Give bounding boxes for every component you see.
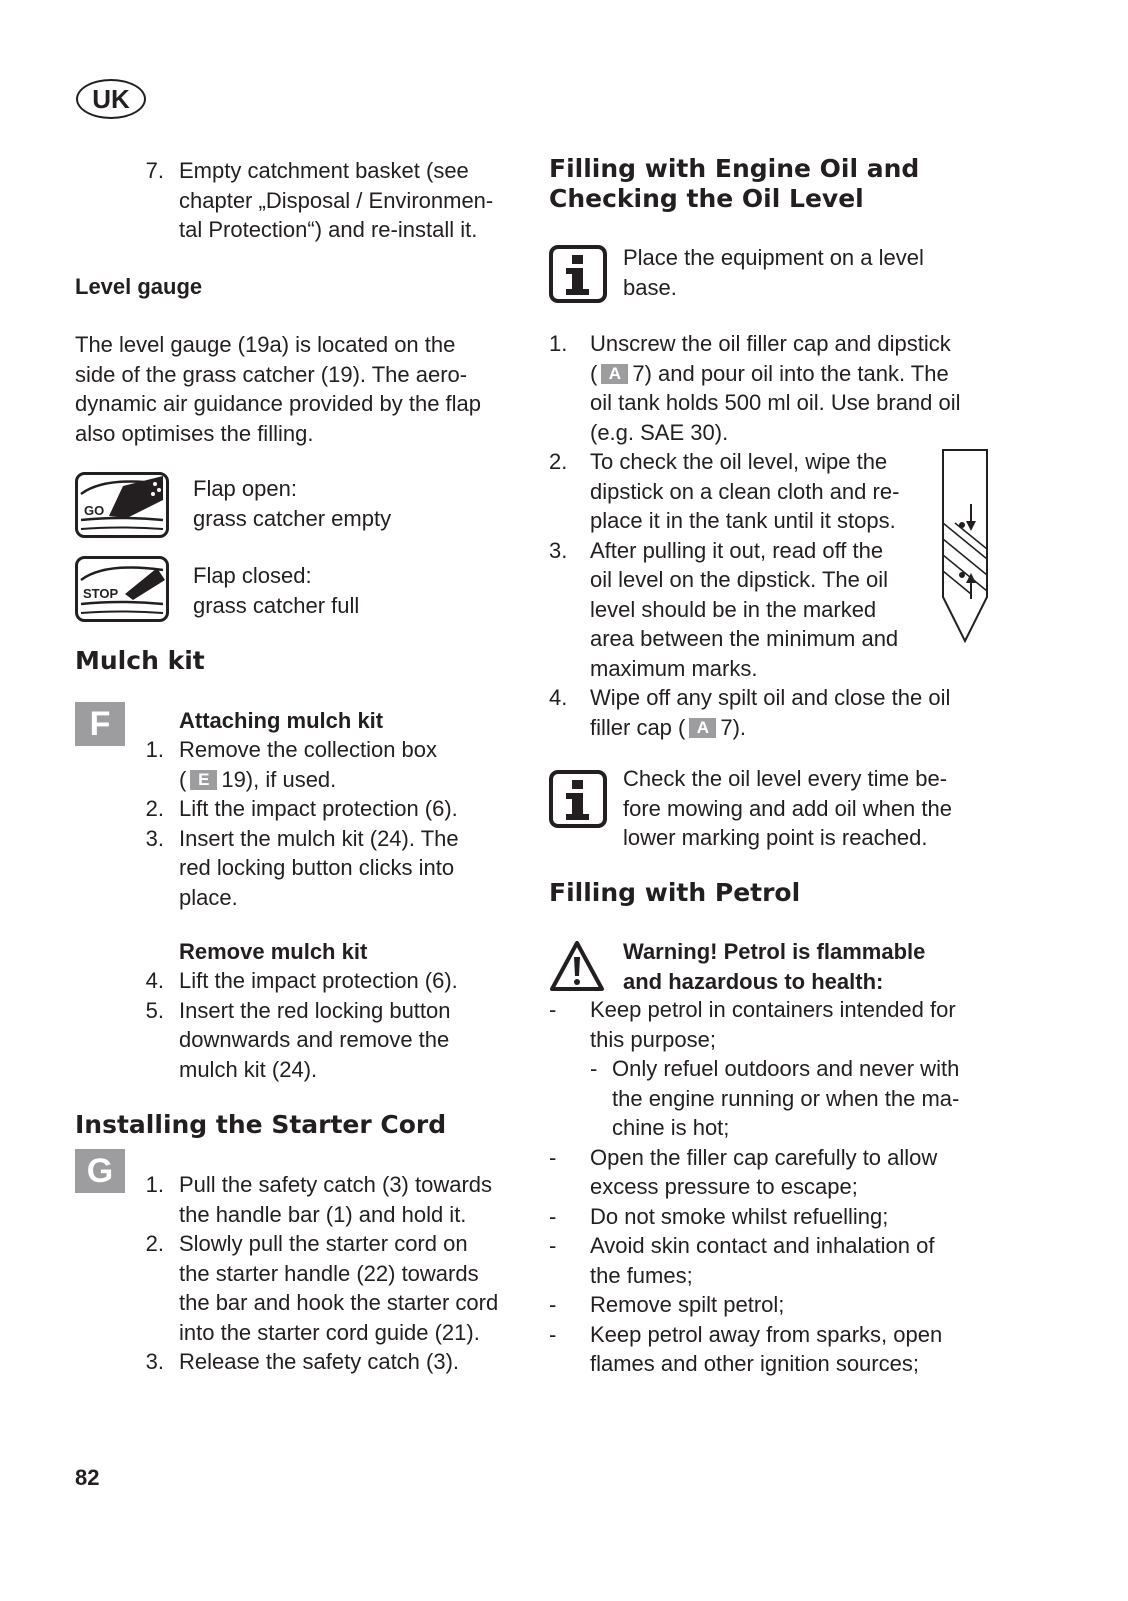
level-gauge-heading: Level gauge bbox=[75, 274, 203, 299]
bullet-item-sub bbox=[549, 1054, 959, 1143]
bullet-line: Do not smoke whilst refuelling; bbox=[590, 1203, 889, 1229]
note-line: lower marking point is reached. bbox=[623, 825, 928, 850]
bullet-item bbox=[549, 1202, 959, 1232]
step-3 bbox=[140, 1347, 498, 1377]
figure-ref-badge: A bbox=[689, 718, 716, 738]
flap-closed-icon bbox=[75, 556, 169, 622]
starter-steps bbox=[140, 1170, 498, 1377]
bullet-line: flames and other ignition sources; bbox=[590, 1351, 919, 1376]
step-line: the starter handle (22) towards bbox=[179, 1260, 479, 1286]
warning-line: Warning! Petrol is flammable bbox=[623, 939, 926, 964]
step-line: the handle bar (1) and hold it. bbox=[179, 1201, 467, 1227]
paragraph-line: dynamic air guidance provided by the flap bbox=[75, 391, 482, 416]
bullet-dash: - bbox=[549, 1292, 557, 1317]
step-number: 1. bbox=[549, 331, 568, 356]
flap-closed-caption bbox=[193, 561, 359, 620]
step-line: To check the oil level, wipe the bbox=[590, 449, 888, 474]
bullet-dash: - bbox=[590, 1056, 598, 1081]
step-number: 7. bbox=[145, 158, 164, 183]
step-1 bbox=[140, 1170, 498, 1229]
step-number: 2. bbox=[145, 1231, 164, 1256]
bullet-item bbox=[549, 995, 959, 1054]
flap-open-caption bbox=[193, 474, 391, 533]
remove-steps bbox=[140, 966, 458, 1084]
step-line: Insert the mulch kit (24). The bbox=[179, 825, 459, 851]
step-3 bbox=[140, 824, 459, 913]
step-line: Slowly pull the starter cord on bbox=[179, 1231, 468, 1256]
engine-oil-heading bbox=[549, 154, 919, 214]
step-number: 4. bbox=[549, 685, 568, 710]
step-line: Lift the impact protection (6). bbox=[179, 968, 458, 993]
note-line: base. bbox=[623, 274, 677, 300]
dipstick-icon bbox=[941, 449, 989, 642]
step-line: place. bbox=[179, 884, 238, 910]
oil-step-3 bbox=[549, 536, 961, 684]
bullet-dash: - bbox=[549, 1233, 557, 1258]
figure-badge-g: G bbox=[75, 1149, 125, 1193]
step-line: tal Protection“) and re-install it. bbox=[179, 217, 478, 242]
bullet-line: Only refuel outdoors and never with bbox=[612, 1056, 960, 1081]
step-1-continued bbox=[140, 765, 459, 795]
flap-open-icon-label: GO bbox=[84, 503, 105, 518]
step-line-with-ref bbox=[590, 359, 961, 389]
bullet-line: the fumes; bbox=[590, 1262, 693, 1288]
step-line: oil tank holds 500 ml oil. Use brand oil bbox=[590, 390, 961, 415]
paren: ( bbox=[590, 360, 598, 386]
step-number: 1. bbox=[145, 737, 164, 762]
step-2 bbox=[140, 794, 459, 824]
page-number: 82 bbox=[75, 1465, 100, 1490]
paren: ( bbox=[179, 766, 187, 792]
bullet-line: Remove spilt petrol; bbox=[590, 1292, 785, 1317]
step-line: Unscrew the oil filler cap and dipstick bbox=[590, 331, 951, 356]
step-line: Insert the red locking button bbox=[179, 997, 451, 1023]
step-number: 5. bbox=[145, 997, 164, 1023]
step-line: 7). bbox=[720, 714, 747, 740]
bullet-item bbox=[549, 1231, 959, 1290]
step-number: 3. bbox=[145, 825, 164, 851]
oil-steps bbox=[549, 329, 961, 742]
step-line: Remove the collection box bbox=[179, 737, 438, 762]
step-line: into the starter cord guide (21). bbox=[179, 1319, 480, 1345]
figure-ref-badge: A bbox=[601, 364, 628, 384]
step-line: Pull the safety catch (3) towards bbox=[179, 1172, 493, 1197]
step-1 bbox=[140, 735, 459, 765]
step-line: oil level on the dipstick. The oil bbox=[590, 567, 888, 592]
bullet-item bbox=[549, 1143, 959, 1202]
step-line: Empty catchment basket (see bbox=[179, 158, 469, 183]
step-line: chapter „Disposal / Environmen- bbox=[179, 187, 494, 213]
info-icon bbox=[549, 245, 607, 303]
language-badge: UK bbox=[76, 79, 146, 119]
bullet-line: Avoid skin contact and inhalation of bbox=[590, 1233, 935, 1258]
bullet-dash: - bbox=[549, 1321, 557, 1347]
level-gauge-paragraph bbox=[75, 330, 481, 448]
bullet-line: Keep petrol in containers intended for bbox=[590, 997, 956, 1022]
attach-steps bbox=[140, 735, 459, 912]
oil-step-4 bbox=[549, 683, 961, 742]
bullet-dash: - bbox=[549, 997, 557, 1022]
bullet-line: this purpose; bbox=[590, 1026, 716, 1052]
step-line: After pulling it out, read off the bbox=[590, 537, 884, 563]
filling-petrol-heading: Filling with Petrol bbox=[549, 878, 801, 907]
step-line: 19), if used. bbox=[221, 766, 337, 792]
step-line: area between the minimum and bbox=[590, 626, 899, 651]
step-line: dipstick on a clean cloth and re- bbox=[590, 478, 900, 504]
step-line-with-ref bbox=[590, 713, 961, 743]
bullet-line: Open the filler cap carefully to allow bbox=[590, 1144, 938, 1170]
info-note-level-base bbox=[623, 243, 924, 302]
flap-closed-icon-label: STOP bbox=[83, 586, 119, 601]
bullet-line: the engine running or when the ma- bbox=[612, 1085, 960, 1111]
heading-line: Checking the Oil Level bbox=[549, 184, 864, 213]
step-line: Wipe off any spilt oil and close the oil bbox=[590, 685, 951, 710]
paragraph-line: also optimises the filling. bbox=[75, 420, 314, 446]
caption-line: Flap closed: bbox=[193, 563, 312, 588]
info-icon bbox=[549, 770, 607, 828]
figure-badge-f: F bbox=[75, 702, 125, 746]
step-4 bbox=[140, 966, 458, 996]
step-line: filler cap ( bbox=[590, 714, 686, 740]
step-line: level should be in the marked bbox=[590, 596, 877, 622]
note-line: fore mowing and add oil when the bbox=[623, 795, 952, 821]
petrol-warning bbox=[623, 937, 925, 996]
step-line: mulch kit (24). bbox=[179, 1056, 318, 1082]
step-number: 3. bbox=[549, 537, 568, 563]
note-line: Check the oil level every time be- bbox=[623, 766, 948, 791]
step-5 bbox=[140, 996, 451, 1085]
bullet-line: chine is hot; bbox=[612, 1115, 730, 1140]
step-line: Release the safety catch (3). bbox=[179, 1349, 460, 1374]
step-line: (e.g. SAE 30). bbox=[590, 419, 729, 445]
mulch-kit-heading: Mulch kit bbox=[75, 646, 205, 675]
bullet-dash: - bbox=[549, 1144, 557, 1170]
step-number: 4. bbox=[145, 968, 164, 993]
flap-open-icon bbox=[75, 472, 169, 538]
oil-step-1 bbox=[549, 329, 961, 447]
attach-mulch-heading: Attaching mulch kit bbox=[179, 708, 384, 733]
step-number: 2. bbox=[145, 796, 164, 821]
bullet-line: Keep petrol away from sparks, open bbox=[590, 1321, 943, 1347]
bullet-item bbox=[549, 1320, 959, 1379]
step-line: downwards and remove the bbox=[179, 1027, 450, 1052]
step-line: the bar and hook the starter cord bbox=[179, 1290, 499, 1315]
bullet-item bbox=[549, 1290, 959, 1320]
note-line: Place the equipment on a level bbox=[623, 245, 924, 270]
step-2 bbox=[140, 1229, 498, 1347]
step-line: place it in the tank until it stops. bbox=[590, 508, 896, 533]
warning-icon bbox=[549, 940, 605, 992]
info-note-check-oil bbox=[623, 764, 952, 853]
caption-line: grass catcher full bbox=[193, 592, 360, 618]
petrol-bullets bbox=[549, 995, 959, 1379]
heading-line: Filling with Engine Oil and bbox=[549, 154, 920, 183]
remove-mulch-heading: Remove mulch kit bbox=[179, 939, 368, 964]
caption-line: grass catcher empty bbox=[193, 505, 392, 531]
paragraph-line: The level gauge (19a) is located on the bbox=[75, 332, 456, 357]
starter-cord-heading: Installing the Starter Cord bbox=[75, 1110, 447, 1139]
paragraph-line: side of the grass catcher (19). The aero- bbox=[75, 361, 468, 387]
step-line: Lift the impact protection (6). bbox=[179, 796, 458, 821]
step-line: 7) and pour oil into the tank. The bbox=[632, 360, 949, 386]
step-number: 1. bbox=[145, 1172, 164, 1197]
step-number: 3. bbox=[145, 1349, 164, 1374]
step-line: red locking button clicks into bbox=[179, 855, 455, 880]
caption-line: Flap open: bbox=[193, 476, 297, 501]
bullet-dash: - bbox=[549, 1203, 557, 1229]
bullet-line: excess pressure to escape; bbox=[590, 1174, 858, 1199]
step-number: 2. bbox=[549, 449, 568, 474]
oil-step-2 bbox=[549, 447, 961, 536]
step-line: maximum marks. bbox=[590, 655, 758, 681]
warning-line: and hazardous to health: bbox=[623, 968, 884, 994]
figure-ref-badge: E bbox=[190, 770, 217, 790]
